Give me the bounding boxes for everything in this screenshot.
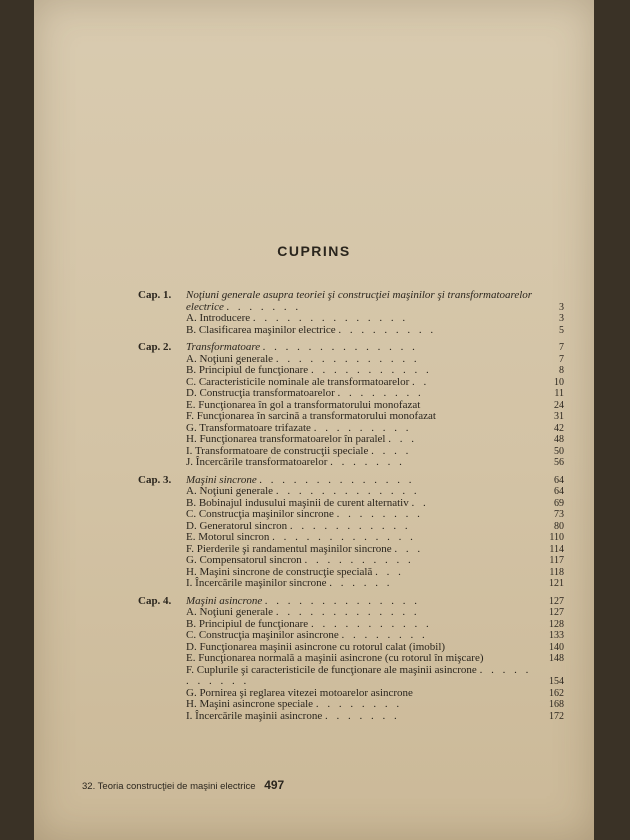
list-item: B. Principiul de funcţionare . . . . . . . . . . . 128 [186,617,564,630]
list-item: I. Încercările maşinilor sincrone . . . . . . 121 [186,577,564,589]
chapter-title: Maşini asincrone . . . . . . . . . . . . . . 127 [186,594,564,607]
list-item: J. Încercările transformatoarelor . . . . . . . 56 [186,456,564,468]
list-item: E. Funcţionarea în gol a transformatorului monofazat 24 [186,398,564,411]
chapter-number: Cap. 1. [138,289,172,301]
list-item: D. Funcţionarea maşinii asincrone cu rotorul calat (imobil) 140 [186,640,564,653]
chapter-1 [138,289,564,336]
footer-text: 32. Teoria construcţiei de maşini electrice [82,781,256,792]
list-item: E. Funcţionarea normală a maşinii asincrone (cu rotorul în mişcare) 148 [186,652,564,664]
chapter-number: Cap. 3. [138,473,172,486]
table-of-contents [138,289,564,728]
list-item: F. Funcţionarea în sarcină a transformatorului monofazat 31 [186,410,564,422]
chapter-4 [138,594,564,723]
list-item: H. Maşini sincrone de construcţie specială . . . 118 [186,565,564,578]
list-item: F. Pierderile şi randamentul maşinilor sincrone . . . 114 [186,542,564,555]
chapter-title: Maşini sincrone . . . . . . . . . . . . . . 64 [186,473,564,486]
chapter-2 [138,341,564,469]
list-item: I. Transformatoare de construcţii speciale . . . . 50 [186,444,564,457]
book-page [34,0,594,840]
list-item: C. Caracteristicile nominale ale transformatoarelor . . 10 [186,375,564,388]
list-item: B. Principiul de funcţionare . . . . . . . . . . . 8 [186,364,564,376]
list-item: G. Pornirea şi reglarea vitezei motoarelor asincrone 162 [186,686,564,699]
list-item: F. Cuplurile şi caracteristicile de funcţionare ale maşinii asincrone . . . . . . . . . . . 154 [186,663,564,687]
list-item: D. Construcţia transformatoarelor . . . . . . . . 11 [186,387,564,399]
list-item: H. Funcţionarea transformatoarelor în paralel . . . 48 [186,433,564,445]
page-footer [82,778,284,792]
list-item: C. Construcţia maşinilor sincrone . . . . . . . . 73 [186,508,564,520]
list-item: H. Maşini asincrone speciale . . . . . . . . 168 [186,698,564,710]
list-item: B. Bobinajul indusului maşinii de curent alternativ . . 69 [186,496,564,509]
chapter-number: Cap. 4. [138,594,172,607]
list-item: A. Noţiuni generale . . . . . . . . . . . . . 127 [186,606,564,618]
list-item: I. Încercările maşinii asincrone . . . . . . . 172 [186,709,564,722]
list-item: A. Noţiuni generale . . . . . . . . . . . . . 64 [186,485,564,497]
list-item: A. Noţiuni generale . . . . . . . . . . . . . 7 [186,352,564,365]
list-item: G. Transformatoare trifazate . . . . . . . . . 42 [186,421,564,434]
chapter-3 [138,473,564,590]
list-item: G. Compensatorul sincron . . . . . . . . . . 117 [186,554,564,566]
list-item: E. Motorul sincron . . . . . . . . . . . . . 110 [186,531,564,543]
chapter-title: Noţiuni generale asupra teoriei şi construcţiei maşinilor şi transformatoarelor electrice . . . . . . . 3 [186,289,564,313]
list-item: C. Construcţia maşinilor asincrone . . . . . . . . 133 [186,629,564,641]
list-item: A. Introducere . . . . . . . . . . . . . . 3 [186,312,564,324]
list-item: B. Clasificarea maşinilor electrice . . . . . . . . . 5 [186,323,564,336]
chapter-title: Transformatoare . . . . . . . . . . . . . . 7 [186,341,564,353]
page-number: 497 [264,778,285,792]
chapter-number: Cap. 2. [138,341,172,353]
page-title: CUPRINS [277,243,351,259]
page-number: 3 [559,301,564,313]
list-item: D. Generatorul sincron . . . . . . . . . . . 80 [186,519,564,532]
